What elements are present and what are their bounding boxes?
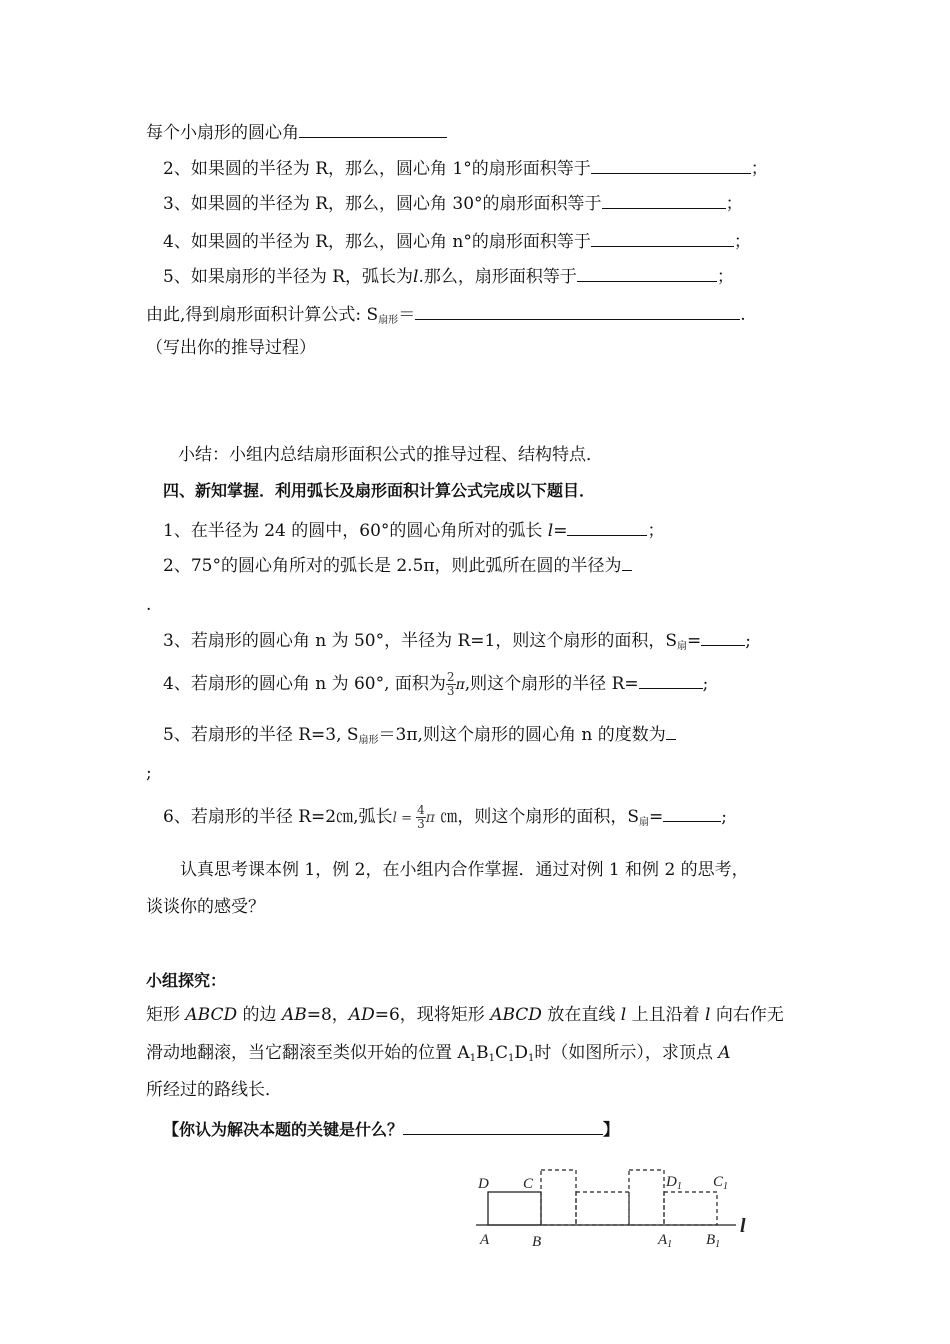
sec3-line4: 4、如果圆的半径为 R，那么，圆心角 n°的扇形面积等于 ； [163, 229, 751, 253]
fraction: $\frac{4}{3}$ [417, 803, 425, 831]
sec4-heading: 四、新知掌握．利用弧长及扇形面积计算公式完成以下题目． [163, 481, 596, 500]
q3: 3、若扇形的圆心角 n 为 50°，半径为 R=1，则这个扇形的面积，$S_扇=$ ; [163, 628, 751, 658]
formula-line: 由此,得到扇形面积计算公式: $S_{扇形}=$ . [146, 302, 746, 332]
derivation-note: （写出你的推导过程） [146, 338, 316, 358]
think-line1: 认真思考课本例 1，例 2，在小组内合作掌握．通过对例 1 和例 2 的思考， [180, 860, 749, 880]
label-C: C [523, 1176, 534, 1192]
rectangle-abcd [488, 1192, 541, 1225]
answer-blank[interactable] [602, 191, 726, 209]
label-B: B [532, 1234, 542, 1250]
answer-blank[interactable] [666, 722, 676, 740]
answer-blank[interactable] [663, 804, 721, 822]
rolled-rect-3 [629, 1170, 664, 1225]
key-answer-blank[interactable] [403, 1117, 603, 1135]
label-l: l [740, 1215, 746, 1237]
q4: 4、若扇形的圆心角 n 为 60°, 面积为 $\frac{2}{3}$ π,则这个扇形的半径 R= ; [163, 670, 709, 698]
answer-blank[interactable] [577, 264, 717, 282]
answer-blank[interactable] [567, 518, 647, 536]
formula-blank[interactable] [415, 302, 740, 320]
fraction: $\frac{2}{3}$ [446, 670, 455, 698]
explore-p1: 矩形 ABCD 的边 AB=8，AD=6，现将矩形 ABCD 放在直线 l 上且沿着 l 向右作无 [146, 1005, 784, 1025]
q6: 6、若扇形的半径 R=2㎝,弧长l = $\frac{4}{3}$ π ㎝，则这个扇形的面积，$S_扇=$ ; [163, 803, 728, 831]
rectangle-a1b1c1d1 [664, 1192, 717, 1225]
explore-heading: 小组探究： [146, 971, 227, 990]
sec3-line2: 2、如果圆的半径为 R，那么，圆心角 1°的扇形面积等于 ； [163, 156, 768, 180]
rolled-rect-2 [576, 1192, 629, 1225]
sec3-line5: 5、如果扇形的半径为 R，弧长为l.那么，扇形面积等于 ； [163, 264, 734, 288]
explore-p3: 所经过的路线长． [146, 1080, 282, 1100]
key-question: 【你认为解决本题的关键是什么？ 】 [163, 1117, 619, 1141]
summary: 小结：小组内总结扇形面积公式的推导过程、结构特点． [178, 445, 603, 465]
sec3-line3: 3、如果圆的半径为 R，那么，圆心角 30°的扇形面积等于 ； [163, 191, 743, 215]
label-A1: $A_1$ [658, 1232, 673, 1250]
label-A: A [480, 1232, 490, 1248]
rolled-rect-1 [541, 1170, 576, 1225]
q1: 1、在半径为 24 的圆中，60°的圆心角所对的弧长 l= ； [163, 518, 664, 542]
q5: 5、若扇形的半径 R=3, $S_{扇形}=3\pi$,则这个扇形的圆心角 n 的度数为 [163, 722, 676, 752]
q2-continuation: . [146, 595, 152, 615]
answer-blank[interactable] [622, 553, 632, 571]
explore-p2: 滑动地翻滚，当它翻滚至类似开始的位置 $A_1B_1C_1D_1$时（如图所示），求顶点 A [146, 1043, 731, 1064]
label-D1: $D_1$ [666, 1174, 682, 1192]
think-line2: 谈谈你的感受？ [146, 897, 265, 917]
rolling-rectangle-figure [470, 1160, 760, 1255]
label-D: D [478, 1176, 489, 1192]
q2: 2、75°的圆心角所对的弧长是 2.5π，则此弧所在圆的半径为 [163, 553, 632, 577]
label-B1: $B_1$ [706, 1232, 721, 1250]
answer-blank[interactable] [591, 156, 751, 174]
answer-blank[interactable] [299, 120, 447, 138]
sec3-line0: 每个小扇形的圆心角 [146, 120, 447, 144]
answer-blank[interactable] [701, 628, 745, 646]
answer-blank[interactable] [639, 671, 703, 689]
answer-blank[interactable] [591, 229, 734, 247]
label-C1: $C_1$ [713, 1174, 729, 1192]
q5-continuation: ; [146, 763, 152, 783]
